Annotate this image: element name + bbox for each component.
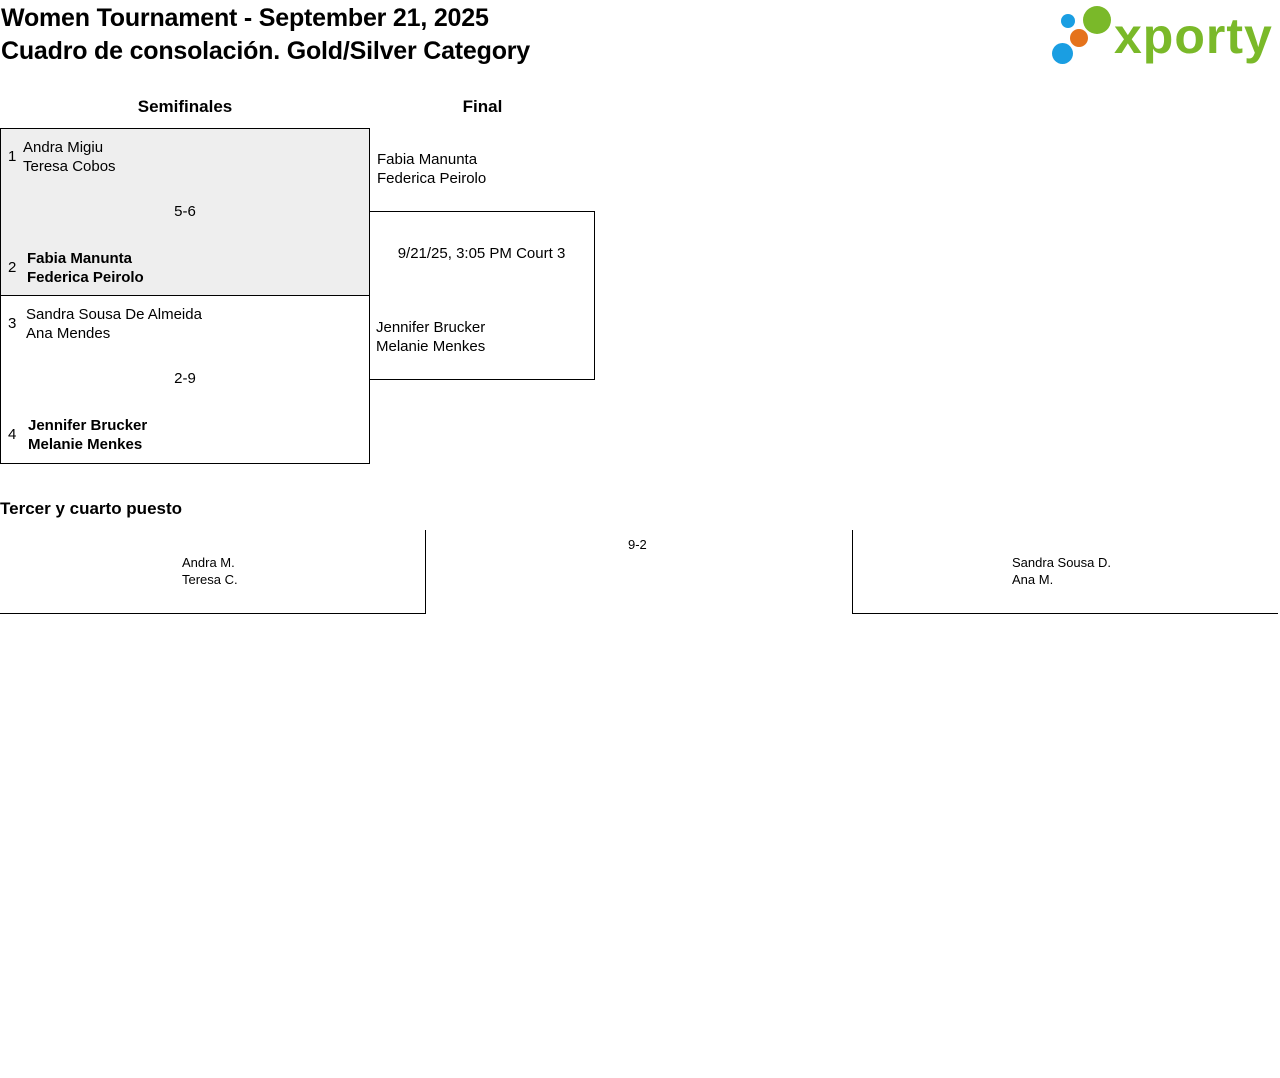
- player-name: Melanie Menkes: [376, 338, 486, 355]
- player-name: Sandra Sousa De Almeida: [26, 306, 202, 323]
- player-name: Teresa C.: [182, 572, 238, 587]
- player-name: Sandra Sousa D.: [1012, 555, 1112, 570]
- final-bottom-team: [376, 318, 485, 356]
- team-entry: [23, 138, 116, 176]
- third-place-score: 9-2: [628, 537, 647, 552]
- player-name: Teresa Cobos: [23, 158, 116, 175]
- match-score: 2-9: [174, 370, 196, 387]
- player-name: Federica Peirolo: [27, 269, 144, 286]
- player-name: Federica Peirolo: [377, 170, 487, 187]
- third-place-right-team[interactable]: [852, 530, 1278, 614]
- player-name: Melanie Menkes: [28, 436, 143, 453]
- seed-number: 4: [8, 426, 17, 443]
- seed-number: 2: [8, 259, 17, 276]
- player-name: Fabia Manunta: [27, 250, 133, 267]
- seed-number: 3: [8, 315, 17, 332]
- player-name: Andra M.: [182, 555, 235, 570]
- logo-dot-blue-large-icon: [1052, 43, 1073, 64]
- match-score: 5-6: [174, 203, 196, 220]
- semifinal-match-2[interactable]: [0, 295, 370, 464]
- logo-dot-green-icon: [1083, 6, 1111, 34]
- page-title: [1, 2, 530, 68]
- logo-dot-blue-small-icon: [1061, 14, 1075, 28]
- draw-subtitle: Cuadro de consolación. Gold/Silver Category: [1, 37, 531, 65]
- winner-team-entry: [27, 249, 144, 287]
- team-entry: [1012, 554, 1111, 588]
- player-name: Andra Migiu: [23, 139, 104, 156]
- seed-number: 1: [8, 148, 17, 165]
- winner-team-entry: [28, 416, 147, 454]
- third-place-left-team[interactable]: [0, 530, 426, 614]
- player-name: Jennifer Brucker: [28, 417, 148, 434]
- semifinal-match-1[interactable]: [0, 128, 370, 296]
- final-heading: Final: [462, 97, 503, 116]
- final-match[interactable]: [369, 211, 595, 380]
- final-top-team: [377, 150, 486, 188]
- final-schedule: 9/21/25, 3:05 PM Court 3: [397, 245, 566, 262]
- third-place-heading: Tercer y cuarto puesto: [0, 499, 183, 518]
- logo-wordmark: xporty: [1114, 8, 1273, 64]
- player-name: Jennifer Brucker: [376, 319, 486, 336]
- player-name: Fabia Manunta: [377, 151, 478, 168]
- player-name: Ana Mendes: [26, 325, 111, 342]
- tournament-title: Women Tournament - September 21, 2025: [1, 4, 489, 32]
- team-entry: [26, 305, 202, 343]
- logo-dot-orange-icon: [1070, 29, 1088, 47]
- team-entry: [182, 554, 238, 588]
- player-name: Ana M.: [1012, 572, 1054, 587]
- third-place-score-cell: [426, 530, 852, 614]
- semifinals-heading: Semifinales: [137, 97, 233, 116]
- xporty-logo: [1050, 4, 1278, 68]
